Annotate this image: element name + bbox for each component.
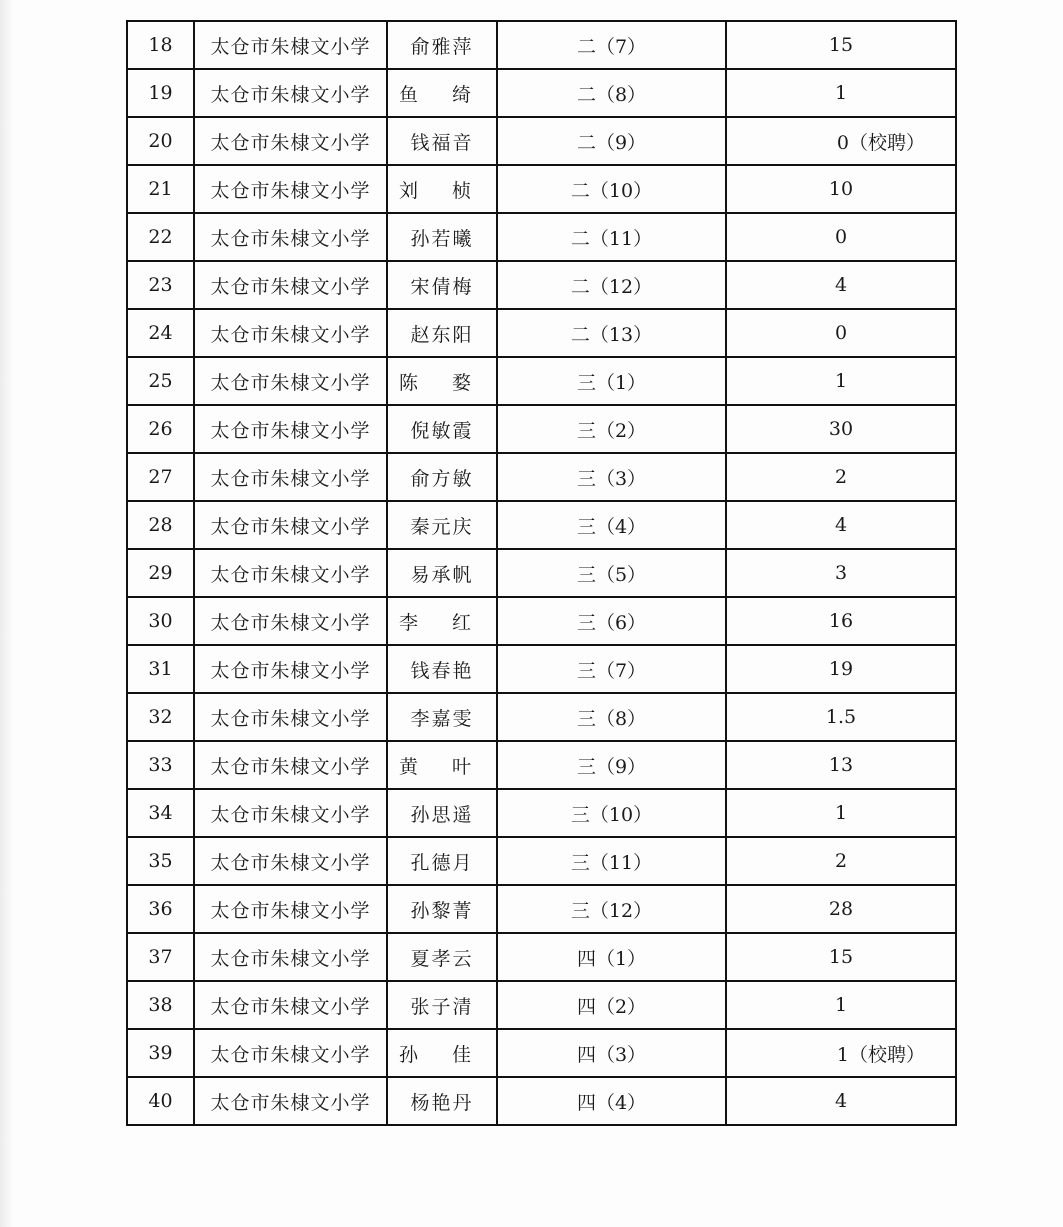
row-number: 26 [127, 405, 194, 453]
class-label: 三（12） [497, 885, 726, 933]
class-label: 三（10） [497, 789, 726, 837]
school-name: 太仓市朱棣文小学 [194, 693, 387, 741]
school-name: 太仓市朱棣文小学 [194, 549, 387, 597]
class-label: 三（8） [497, 693, 726, 741]
row-number: 34 [127, 789, 194, 837]
teacher-name: 孙 佳 [387, 1029, 497, 1077]
row-number: 38 [127, 981, 194, 1029]
row-number: 39 [127, 1029, 194, 1077]
teacher-name: 孙思遥 [387, 789, 497, 837]
row-number: 33 [127, 741, 194, 789]
table-row [127, 213, 956, 261]
table-row [127, 309, 956, 357]
table-row [127, 981, 956, 1029]
row-number: 29 [127, 549, 194, 597]
class-label: 三（5） [497, 549, 726, 597]
teacher-name: 孙若曦 [387, 213, 497, 261]
teacher-name: 杨艳丹 [387, 1077, 497, 1125]
school-name: 太仓市朱棣文小学 [194, 309, 387, 357]
school-name: 太仓市朱棣文小学 [194, 357, 387, 405]
class-label: 四（3） [497, 1029, 726, 1077]
teacher-name: 倪敏霞 [387, 405, 497, 453]
row-number: 25 [127, 357, 194, 405]
row-number: 30 [127, 597, 194, 645]
school-name: 太仓市朱棣文小学 [194, 645, 387, 693]
table-row [127, 21, 956, 69]
row-value: 10 [726, 165, 956, 213]
class-label: 二（10） [497, 165, 726, 213]
teacher-name: 俞雅萍 [387, 21, 497, 69]
table-row [127, 1077, 956, 1125]
table-row [127, 261, 956, 309]
row-number: 20 [127, 117, 194, 165]
teacher-name: 钱春艳 [387, 645, 497, 693]
row-value: 19 [726, 645, 956, 693]
teacher-name: 易承帆 [387, 549, 497, 597]
table-row [127, 885, 956, 933]
school-name: 太仓市朱棣文小学 [194, 69, 387, 117]
class-label: 二（8） [497, 69, 726, 117]
row-value: 4 [726, 1077, 956, 1125]
page-edge-shadow [0, 0, 14, 1227]
class-label: 二（9） [497, 117, 726, 165]
row-number: 36 [127, 885, 194, 933]
class-label: 二（12） [497, 261, 726, 309]
class-label: 三（9） [497, 741, 726, 789]
row-number: 27 [127, 453, 194, 501]
class-label: 三（4） [497, 501, 726, 549]
row-value: 0 [726, 213, 956, 261]
row-value: 3 [726, 549, 956, 597]
teacher-name: 宋倩梅 [387, 261, 497, 309]
row-number: 19 [127, 69, 194, 117]
row-value: 0 [726, 309, 956, 357]
class-label: 四（4） [497, 1077, 726, 1125]
class-label: 四（1） [497, 933, 726, 981]
row-value: 15 [726, 933, 956, 981]
teacher-name: 刘 桢 [387, 165, 497, 213]
class-label: 三（7） [497, 645, 726, 693]
row-number: 37 [127, 933, 194, 981]
class-label: 三（2） [497, 405, 726, 453]
teacher-name: 孔德月 [387, 837, 497, 885]
school-name: 太仓市朱棣文小学 [194, 789, 387, 837]
row-number: 32 [127, 693, 194, 741]
row-value: 1 [726, 789, 956, 837]
row-value: 13 [726, 741, 956, 789]
teacher-name: 陈 婺 [387, 357, 497, 405]
class-label: 二（7） [497, 21, 726, 69]
row-value: 2 [726, 453, 956, 501]
table-row [127, 1029, 956, 1077]
class-label: 三（3） [497, 453, 726, 501]
row-value: 1（校聘） [726, 1029, 956, 1077]
row-value: 16 [726, 597, 956, 645]
table-row [127, 837, 956, 885]
table-row [127, 69, 956, 117]
row-value: 4 [726, 501, 956, 549]
table-row [127, 357, 956, 405]
teacher-name: 鱼 绮 [387, 69, 497, 117]
table-row [127, 405, 956, 453]
roster-table-body [127, 21, 956, 1125]
school-name: 太仓市朱棣文小学 [194, 597, 387, 645]
table-row [127, 453, 956, 501]
row-number: 18 [127, 21, 194, 69]
class-label: 三（1） [497, 357, 726, 405]
school-name: 太仓市朱棣文小学 [194, 501, 387, 549]
class-label: 三（6） [497, 597, 726, 645]
row-number: 24 [127, 309, 194, 357]
teacher-name: 夏孝云 [387, 933, 497, 981]
class-label: 二（11） [497, 213, 726, 261]
row-value: 1.5 [726, 693, 956, 741]
row-number: 21 [127, 165, 194, 213]
school-name: 太仓市朱棣文小学 [194, 261, 387, 309]
teacher-name: 李 红 [387, 597, 497, 645]
class-label: 四（2） [497, 981, 726, 1029]
row-value: 1 [726, 357, 956, 405]
table-row [127, 549, 956, 597]
school-name: 太仓市朱棣文小学 [194, 213, 387, 261]
school-name: 太仓市朱棣文小学 [194, 1077, 387, 1125]
table-row [127, 645, 956, 693]
school-name: 太仓市朱棣文小学 [194, 165, 387, 213]
school-name: 太仓市朱棣文小学 [194, 21, 387, 69]
row-value: 1 [726, 981, 956, 1029]
teacher-name: 张子清 [387, 981, 497, 1029]
table-row [127, 933, 956, 981]
row-number: 31 [127, 645, 194, 693]
teacher-name: 李嘉雯 [387, 693, 497, 741]
row-value: 4 [726, 261, 956, 309]
row-number: 28 [127, 501, 194, 549]
table-row [127, 789, 956, 837]
row-number: 35 [127, 837, 194, 885]
table-row [127, 741, 956, 789]
school-name: 太仓市朱棣文小学 [194, 885, 387, 933]
school-name: 太仓市朱棣文小学 [194, 741, 387, 789]
school-name: 太仓市朱棣文小学 [194, 981, 387, 1029]
row-value: 2 [726, 837, 956, 885]
school-name: 太仓市朱棣文小学 [194, 837, 387, 885]
class-label: 三（11） [497, 837, 726, 885]
row-number: 23 [127, 261, 194, 309]
row-number: 22 [127, 213, 194, 261]
teacher-roster-table [126, 20, 957, 1126]
school-name: 太仓市朱棣文小学 [194, 405, 387, 453]
table-row [127, 501, 956, 549]
table-row [127, 117, 956, 165]
row-value: 28 [726, 885, 956, 933]
row-value: 1 [726, 69, 956, 117]
teacher-name: 钱福音 [387, 117, 497, 165]
class-label: 二（13） [497, 309, 726, 357]
teacher-name: 俞方敏 [387, 453, 497, 501]
teacher-name: 黄 叶 [387, 741, 497, 789]
school-name: 太仓市朱棣文小学 [194, 453, 387, 501]
teacher-name: 孙黎菁 [387, 885, 497, 933]
row-value: 15 [726, 21, 956, 69]
school-name: 太仓市朱棣文小学 [194, 117, 387, 165]
row-value: 0（校聘） [726, 117, 956, 165]
row-number: 40 [127, 1077, 194, 1125]
table-row [127, 597, 956, 645]
row-value: 30 [726, 405, 956, 453]
table-row [127, 165, 956, 213]
school-name: 太仓市朱棣文小学 [194, 1029, 387, 1077]
school-name: 太仓市朱棣文小学 [194, 933, 387, 981]
teacher-name: 赵东阳 [387, 309, 497, 357]
teacher-name: 秦元庆 [387, 501, 497, 549]
table-row [127, 693, 956, 741]
